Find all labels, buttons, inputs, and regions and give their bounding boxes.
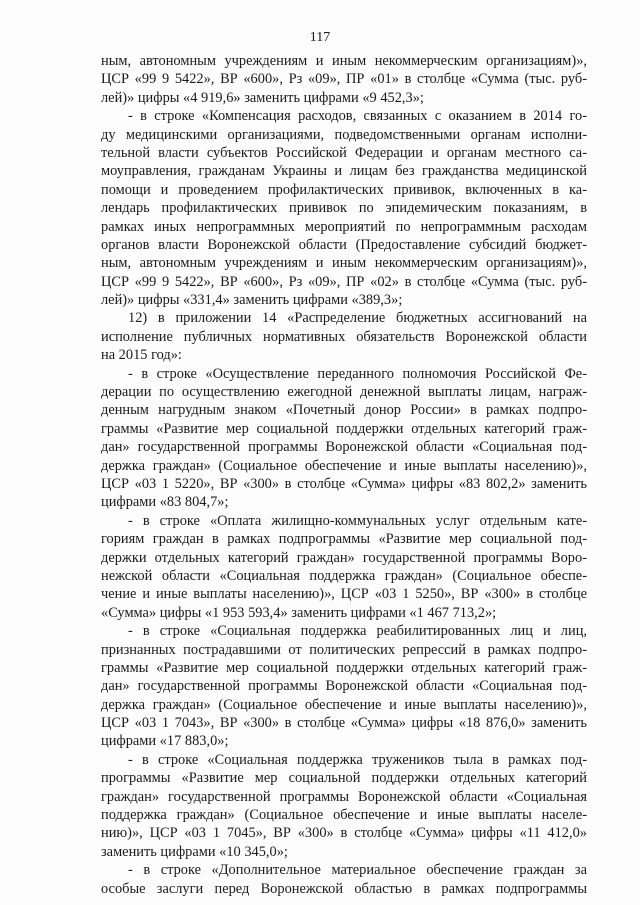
text-line-content: - в строке «Социальная поддержка реабилитированных лиц и лиц, [128,623,587,640]
page-number: 117 [309,30,331,45]
text-line: граммы «Развитие мер социальной поддержки отдельных категорий граж- [101,659,587,676]
paragraph [101,751,587,861]
text-line: чение и иные выплаты населению)», ЦСР «03 1 5250», ВР «300» в столбце [101,586,587,603]
text-line: ЦСР «03 1 5220», ВР «300» в столбце «Сумма» цифры «83 802,2» заменить [101,475,587,492]
text-line-content: - в строке «Оплата жилищно-коммунальных услуг отдельным кате- [128,512,587,529]
text-line: «Сумма» цифры «1 953 593,4» заменить цифрами «1 467 713,2»; [101,604,497,621]
paragraph [101,512,587,622]
text-line: ным, автономным учреждениям и иным некоммерческим организациям)», [101,255,587,272]
text-line: особые заслуги перед Воронежской областью в рамках подпрограммы [101,880,587,897]
text-line: дан» государственной программы Воронежской области «Социальная под- [101,678,587,695]
text-line-content: - в строке «Компенсация расходов, связанных с оказанием в 2014 го- [128,108,587,125]
text-line-content: - в строке «Социальная поддержка тружеников тыла в рамках под- [128,751,587,768]
paragraph [101,622,587,751]
paragraph [101,365,587,512]
text-line: тельной власти субъектов Российской Федерации и органам местного са- [101,144,587,161]
paragraph [101,309,587,364]
text-line [101,107,587,125]
text-line: лендарь профилактических прививок по эпидемическим показаниям, в [101,200,587,217]
text-line: дан» государственной программы Воронежской области «Социальная под- [101,439,587,456]
text-line [101,309,587,327]
text-line: рамках иных непрограммных мероприятий по непрограммным расходам [101,218,587,235]
text-line: гориям граждан в рамках подпрограммы «Развитие мер социальной под- [101,531,587,548]
text-line: цифрами «83 804,7»; [101,494,229,511]
text-line: моуправления, гражданам Украины и лицам без гражданства медицинской [101,163,587,180]
text-line: нию)», ЦСР «03 1 7045», ВР «300» в столбце «Сумма» цифры «11 412,0» [101,825,587,842]
document-body [101,52,587,898]
text-line: лей)» цифры «331,4» заменить цифрами «389,3»; [101,292,403,309]
paragraph [101,107,587,309]
text-line: исполнение публичных нормативных обязательств Воронежской области [101,328,587,345]
text-line: ЦСР «99 9 5422», ВР «600», Рз «09», ПР «01» в столбце «Сумма (тыс. руб- [101,71,587,88]
text-line: держки отдельных категорий граждан» государственной программы Воро- [101,549,587,566]
text-line [101,622,587,640]
text-line-content: - в строке «Дополнительное материальное обеспечение граждан за [128,862,587,879]
text-line: программы «Развитие мер социальной поддержки отдельных категорий [101,770,587,787]
text-line: денным нагрудным знаком «Почетный донор России» в рамках подпро- [101,402,587,419]
text-line: ным, автономным учреждениям и иным некоммерческим организациям)», [101,53,587,69]
text-line-content: - в строке «Осуществление переданного полномочия Российской Фе- [128,365,587,382]
text-line: помощи и проведением профилактических прививок, включенных в ка- [101,181,587,198]
text-line: ду медицинскими организациями, подведомственными органам исполни- [101,126,587,143]
text-line [101,861,587,879]
text-line: нежской области «Социальная поддержка граждан» (Социальное обеспе- [101,567,587,584]
text-line: лей)» цифры «4 919,6» заменить цифрами «9 452,3»; [101,89,424,106]
text-line: ЦСР «03 1 7043», ВР «300» в столбце «Сумма» цифры «18 876,0» заменить [101,715,587,732]
text-line [101,751,587,769]
text-line: поддержка граждан» (Социальное обеспечение и иные выплаты населе- [101,807,587,824]
text-line: граммы «Развитие мер социальной поддержки отдельных категорий граж- [101,420,587,437]
text-line: на 2015 год»: [101,347,182,364]
text-line [101,512,587,530]
text-line [101,365,587,383]
text-line: цифрами «17 883,0»; [101,733,229,750]
text-line: держка граждан» (Социальное обеспечение и иные выплаты населению)», [101,457,587,474]
text-line: органов власти Воронежской области (Предоставление субсидий бюджет- [101,236,587,253]
text-line: признанных пострадавшими от политических репрессий в рамках подпро- [101,641,587,658]
text-line: дерации по осуществлению ежегодной денежной выплаты лицам, награж- [101,384,587,401]
text-line-content: 12) в приложении 14 «Распределение бюджетных ассигнований на [128,310,587,327]
paragraph [101,861,587,898]
text-line: заменить цифрами «10 345,0»; [101,843,288,860]
text-line: держка граждан» (Социальное обеспечение и иные выплаты населению)», [101,696,587,713]
paragraph [101,52,587,107]
text-line: граждан» государственной программы Воронежской области «Социальная [101,788,587,805]
text-line: ЦСР «99 9 5422», ВР «600», Рз «09», ПР «02» в столбце «Сумма (тыс. руб- [101,273,587,290]
